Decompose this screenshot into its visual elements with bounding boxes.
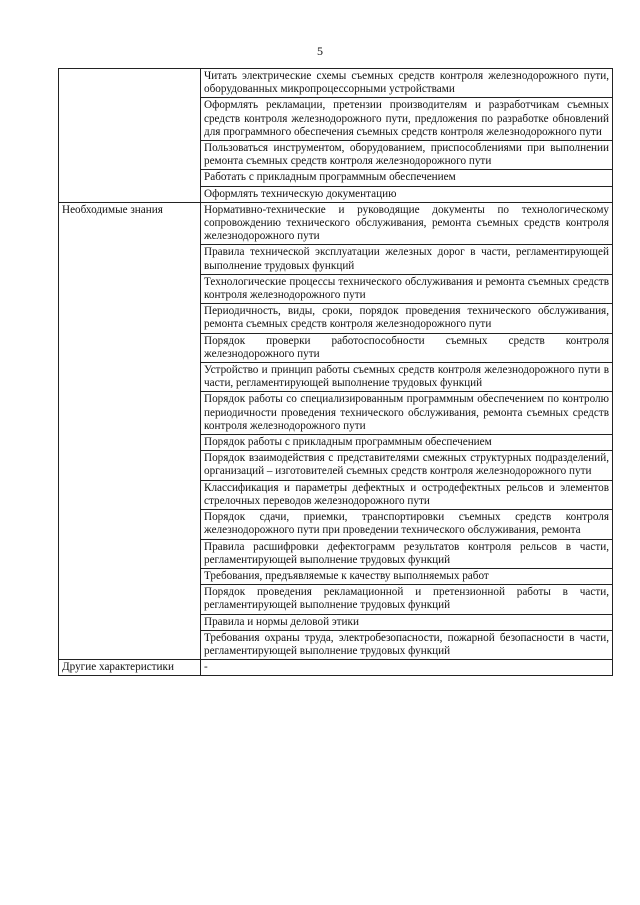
skill-item: Работать с прикладным программным обеспечением xyxy=(201,170,613,186)
skill-item: Оформлять техническую документацию xyxy=(201,186,613,202)
requirements-table xyxy=(58,68,613,676)
other-label: Другие характеристики xyxy=(59,660,201,676)
knowledge-item: Требования охраны труда, электробезопасности, пожарной безопасности в части, регламентирующей выполнение трудовых функций xyxy=(201,630,613,659)
skill-item: Пользоваться инструментом, оборудованием, приспособлениями при выполнении ремонта съемных средств контроля железнодорожного пути xyxy=(201,141,613,170)
table-row xyxy=(59,202,613,245)
knowledge-item: Классификация и параметры дефектных и остродефектных рельсов и элементов стрелочных переводов железнодорожного пути xyxy=(201,480,613,509)
knowledge-item: Периодичность, виды, сроки, порядок проведения технического обслуживания, ремонта съемных средств контроля железнодорожного пути xyxy=(201,304,613,333)
knowledge-label: Необходимые знания xyxy=(59,202,201,659)
knowledge-item: Нормативно-технические и руководящие документы по технологическому сопровождению технического обслуживания, ремонта съемных средств контроля железнодорожного пути xyxy=(201,202,613,245)
knowledge-item: Технологические процессы технического обслуживания и ремонта съемных средств контроля железнодорожного пути xyxy=(201,274,613,303)
knowledge-item: Требования, предъявляемые к качеству выполняемых работ xyxy=(201,568,613,584)
knowledge-item: Правила расшифровки дефектограмм результатов контроля рельсов в части, регламентирующей выполнение трудовых функций xyxy=(201,539,613,568)
skill-item: Оформлять рекламации, претензии производителям и разработчикам съемных средств контроля железнодорожного пути, предложения по разработке обновлений для программного обеспечения съемных средств контроля железнодорожного пути xyxy=(201,98,613,141)
knowledge-item: Порядок сдачи, приемки, транспортировки съемных средств контроля железнодорожного пути при проведении технического обслуживания, ремонта xyxy=(201,510,613,539)
knowledge-item: Порядок работы с прикладным программным обеспечением xyxy=(201,435,613,451)
table-row xyxy=(59,69,613,98)
knowledge-item: Порядок работы со специализированным программным обеспечением по контролю периодичности проведения технического обслуживания, ремонта съемных средств контроля железнодорожного пути xyxy=(201,392,613,435)
knowledge-item: Порядок проверки работоспособности съемных средств контроля железнодорожного пути xyxy=(201,333,613,362)
other-value: - xyxy=(201,660,613,676)
table-row xyxy=(59,660,613,676)
skill-item: Читать электрические схемы съемных средств контроля железнодорожного пути, оборудованных микропроцессорными устройствами xyxy=(201,69,613,98)
knowledge-item: Правила технической эксплуатации железных дорог в части, регламентирующей выполнение трудовых функций xyxy=(201,245,613,274)
skills-label xyxy=(59,69,201,203)
page-number: 5 xyxy=(317,44,323,58)
knowledge-item: Порядок проведения рекламационной и претензионной работы в части, регламентирующей выполнение трудовых функций xyxy=(201,585,613,614)
knowledge-item: Устройство и принцип работы съемных средств контроля железнодорожного пути в части, регламентирующей выполнение трудовых функций xyxy=(201,363,613,392)
knowledge-item: Правила и нормы деловой этики xyxy=(201,614,613,630)
knowledge-item: Порядок взаимодействия с представителями смежных структурных подразделений, организаций – изготовителей съемных средств контроля железнодорожного пути xyxy=(201,451,613,480)
